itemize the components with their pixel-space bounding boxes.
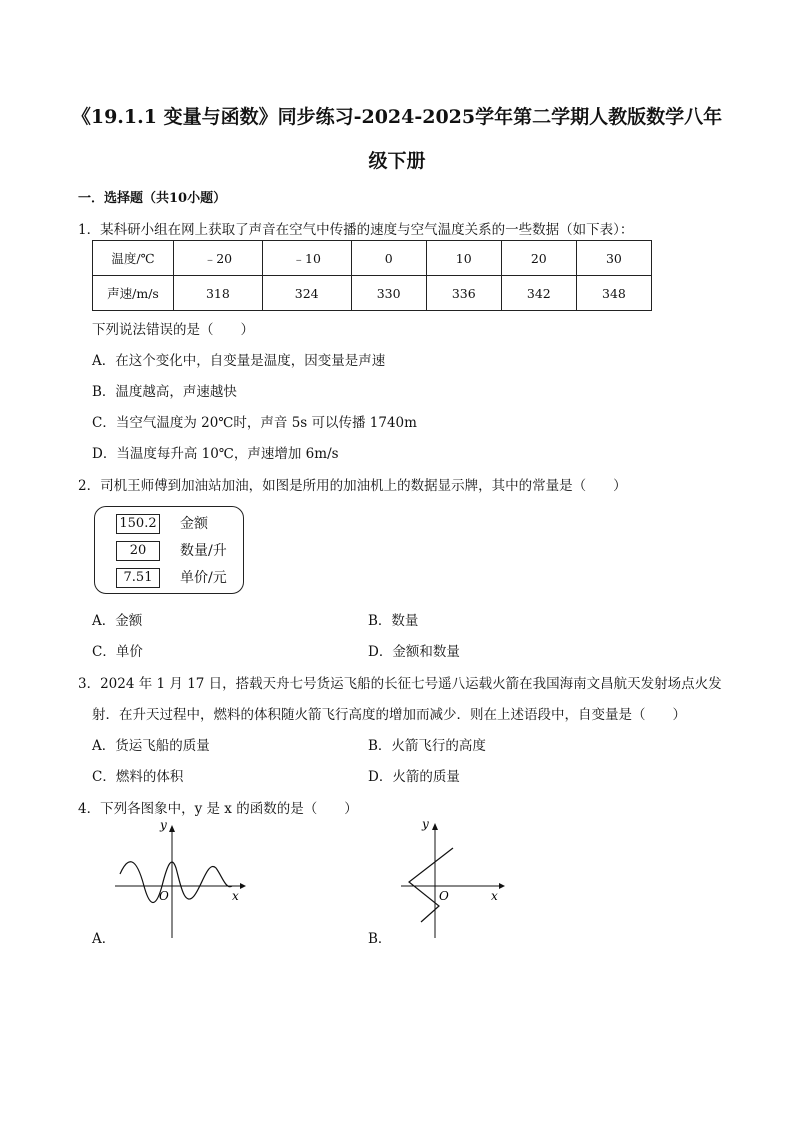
quantity-label: 数量/升 bbox=[180, 543, 227, 559]
amount-value-box: 150.2 bbox=[116, 514, 160, 534]
q1-stem: 1．某科研小组在网上获取了声音在空气中传播的速度与空气温度关系的一些数据（如下表）： bbox=[78, 222, 634, 238]
q2-option-a[interactable]: A．金额 bbox=[92, 613, 143, 629]
y-axis-label: y bbox=[160, 818, 167, 832]
q4-graph-a bbox=[110, 816, 250, 940]
table-cell: ﹣20 bbox=[174, 241, 263, 276]
q4-graph-b bbox=[395, 814, 510, 940]
q1-option-c[interactable]: C．当空气温度为 20℃时，声音 5s 可以传播 1740m bbox=[92, 415, 417, 431]
q2-stem: 2．司机王师傅到加油站加油，如图是所用的加油机上的数据显示牌，其中的常量是（ ） bbox=[78, 478, 627, 494]
q1-option-d[interactable]: D．当温度每升高 10℃，声速增加 6m/s bbox=[92, 446, 339, 462]
origin-label: O bbox=[439, 889, 449, 903]
doc-title-line2: 级下册 bbox=[368, 150, 426, 172]
section-heading: 一．选择题（共10小题） bbox=[78, 191, 227, 206]
q1-option-a[interactable]: A．在这个变化中，自变量是温度，因变量是声速 bbox=[92, 353, 386, 369]
table-cell: 10 bbox=[426, 241, 501, 276]
amount-label: 金额 bbox=[180, 516, 208, 532]
unit-price-value-box: 7.51 bbox=[116, 568, 160, 588]
q4-option-a[interactable]: A． bbox=[92, 931, 116, 947]
q1-data-table bbox=[92, 240, 652, 311]
table-cell: 342 bbox=[501, 276, 576, 311]
quantity-value-box: 20 bbox=[116, 541, 160, 561]
q3-option-c[interactable]: C．燃料的体积 bbox=[92, 769, 184, 785]
doc-title-line1: 《19.1.1 变量与函数》同步练习-2024-2025学年第二学期人教版数学八年 bbox=[71, 106, 723, 128]
q2-option-c[interactable]: C．单价 bbox=[92, 644, 143, 660]
q4-stem: 4．下列各图象中，y 是 x 的函数的是（ ） bbox=[78, 801, 358, 817]
origin-label: O bbox=[159, 889, 169, 903]
q3-option-b[interactable]: B．火箭飞行的高度 bbox=[368, 738, 486, 754]
table-cell: 324 bbox=[262, 276, 351, 311]
table-cell: 0 bbox=[351, 241, 426, 276]
unit-price-label: 单价/元 bbox=[180, 570, 227, 586]
table-cell: 30 bbox=[576, 241, 651, 276]
table-cell: 336 bbox=[426, 276, 501, 311]
q1-prompt: 下列说法错误的是（ ） bbox=[92, 322, 254, 338]
table-cell: 20 bbox=[501, 241, 576, 276]
q2-option-b[interactable]: B．数量 bbox=[368, 613, 419, 629]
q3-option-d[interactable]: D．火箭的质量 bbox=[368, 769, 460, 785]
x-axis-arrow-icon bbox=[499, 883, 505, 889]
row1-header: 温度/℃ bbox=[93, 241, 174, 276]
q3-stem-line1: 3．2024 年 1 月 17 日，搭载天舟七号货运飞船的长征七号遥八运载火箭在我国海南文昌航天发射场点火发 bbox=[78, 676, 722, 692]
y-axis-label: y bbox=[422, 817, 429, 831]
q1-option-b[interactable]: B．温度越高，声速越快 bbox=[92, 384, 237, 400]
table-cell: 318 bbox=[174, 276, 263, 311]
x-axis-label: x bbox=[232, 889, 239, 903]
x-axis-label: x bbox=[491, 889, 498, 903]
q2-option-d[interactable]: D．金额和数量 bbox=[368, 644, 460, 660]
y-axis-arrow-icon bbox=[432, 823, 438, 830]
zigzag-line bbox=[409, 848, 453, 922]
q3-stem-line2: 射．在升天过程中，燃料的体积随火箭飞行高度的增加而减少．则在上述语段中，自变量是（ ） bbox=[92, 707, 686, 723]
x-axis-arrow-icon bbox=[240, 883, 246, 889]
table-row bbox=[93, 276, 652, 311]
table-cell: ﹣10 bbox=[262, 241, 351, 276]
table-row bbox=[93, 241, 652, 276]
table-cell: 330 bbox=[351, 276, 426, 311]
q4-option-b[interactable]: B． bbox=[368, 931, 392, 947]
table-cell: 348 bbox=[576, 276, 651, 311]
y-axis-arrow-icon bbox=[169, 825, 175, 832]
sine-curve bbox=[120, 862, 232, 903]
row2-header: 声速/m/s bbox=[93, 276, 174, 311]
q3-option-a[interactable]: A．货运飞船的质量 bbox=[92, 738, 210, 754]
